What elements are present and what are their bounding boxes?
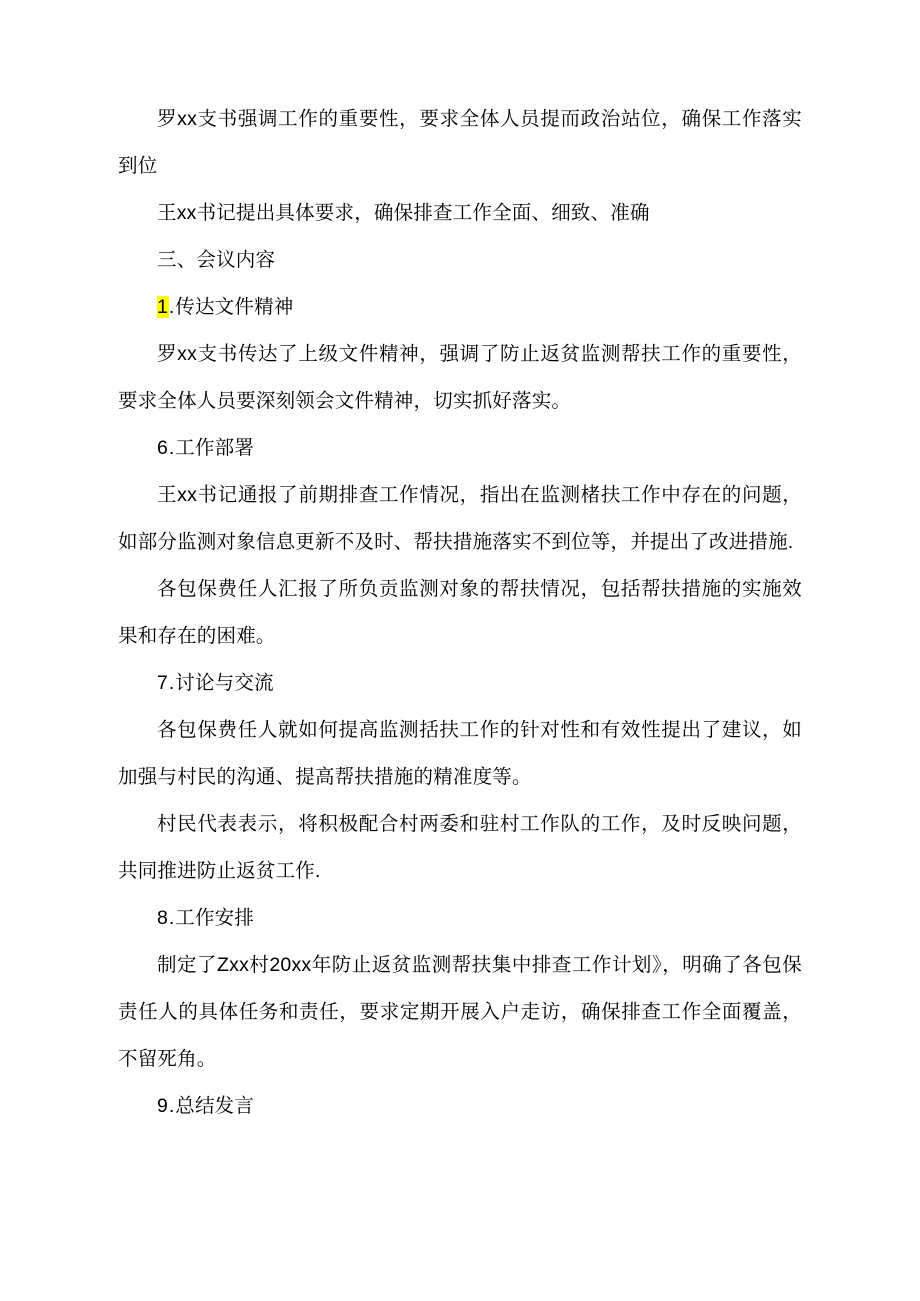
paragraph: 王xx书记通报了前期排查工作情况，指出在监测楮扶工作中存在的问题，如部分监测对象信息更新不及时、帮扶措施落实不到位等，并提出了改进措施. — [118, 484, 802, 553]
numbered-heading — [118, 284, 802, 331]
paragraph: 罗xx支书传达了上级文件精神，强调了防止返贫监测帮扶工作的重要性，要求全体人员要深刻领会文件精神，切实抓好落实。 — [118, 343, 802, 412]
list-number: 9 — [157, 1095, 169, 1117]
paragraph: 各包保费任人就如何提高监测括扶工作的针对性和有效性提出了建议，如加强与村民的沟通、提高帮扶措施的精准度等。 — [118, 719, 802, 788]
paragraph: 村民代表表示，将积极配合村两委和驻村工作队的工作，及时反映问题，共同推进防止返贫工作. — [118, 813, 802, 882]
paragraph: 各包保费任人汇报了所负贡监测对象的帮扶情况，包括帮扶措施的实施效果和存在的困难。 — [118, 578, 802, 647]
paragraph: 罗xx支书强调工作的重要性，要求全体人员提而政治站位，确保工作落实到位 — [118, 108, 802, 177]
list-number: 1 — [157, 296, 169, 318]
numbered-heading-label: 工作部署 — [175, 437, 255, 459]
numbered-heading — [118, 895, 802, 942]
numbered-heading-label: 传达文件精神 — [175, 296, 294, 318]
list-number: 8 — [157, 907, 169, 929]
numbered-heading — [118, 1083, 802, 1130]
section-heading: 三、会议内容 — [157, 249, 276, 271]
numbered-heading — [118, 425, 802, 472]
document-body — [118, 96, 802, 1130]
paragraph: 王xx书记提出具体要求，确保排查工作全面、细致、准确 — [157, 202, 650, 224]
list-separator: . — [168, 672, 176, 694]
numbered-heading-label: 工作安排 — [175, 907, 255, 929]
list-separator: . — [168, 296, 176, 318]
list-number: 6 — [157, 437, 169, 459]
numbered-heading — [118, 660, 802, 707]
list-separator: . — [168, 437, 176, 459]
numbered-heading-label: 总结发言 — [175, 1095, 255, 1117]
list-separator: . — [168, 1095, 176, 1117]
paragraph: 制定了Zxx村20xx年防止返贫监测帮扶集中排查工作计划》，明确了各包保责任人的具体任务和责任，要求定期开展入户走访，确保排查工作全面覆盖，不留死角。 — [118, 954, 802, 1070]
list-separator: . — [168, 907, 176, 929]
numbered-heading-label: 讨论与交流 — [175, 672, 274, 694]
list-number: 7 — [157, 672, 169, 694]
